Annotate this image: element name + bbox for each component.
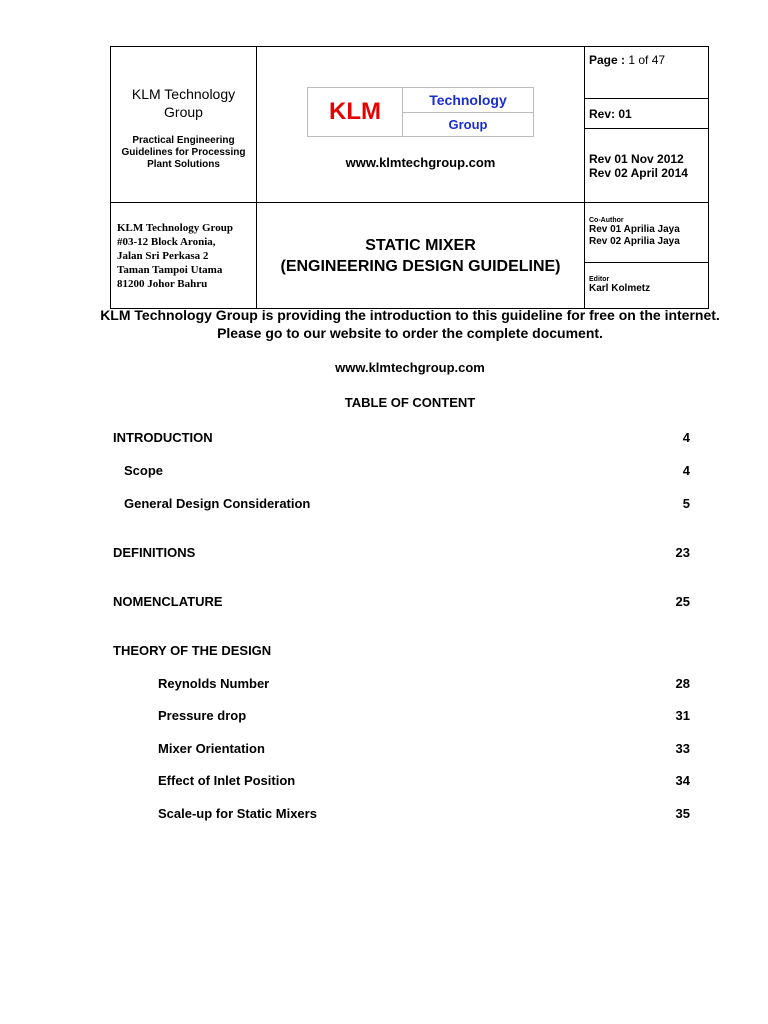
- toc-page-introduction: 4: [682, 430, 690, 445]
- toc-entry-pressure-drop: Pressure drop: [158, 708, 247, 723]
- coauthor-2: Rev 02 Aprilia Jaya: [589, 236, 680, 247]
- toc-entry-reynolds: Reynolds Number: [158, 676, 270, 691]
- coauthor-1: Rev 01 Aprilia Jaya: [589, 224, 680, 235]
- toc-entry-definitions: DEFINITIONS: [113, 545, 196, 560]
- document-header-table: [110, 46, 709, 309]
- toc-entry-mixer-orientation: Mixer Orientation: [158, 741, 265, 756]
- page-value: 1 of 47: [628, 53, 666, 67]
- toc-entry-inlet-position: Effect of Inlet Position: [158, 773, 296, 788]
- toc-title: TABLE OF CONTENT: [344, 395, 476, 410]
- editor-cell: [585, 263, 709, 309]
- rev-history-2: Rev 02 April 2014: [589, 165, 688, 180]
- logo-group-text: Group: [448, 116, 488, 132]
- rev-history-cell: [585, 129, 709, 203]
- address-line-2: #03-12 Block Aronia,: [117, 235, 216, 248]
- coauthor-label: Co-Author: [589, 217, 624, 224]
- toc-page-definitions: 23: [675, 545, 690, 560]
- website-link[interactable]: www.klmtechgroup.com: [335, 360, 485, 375]
- toc-page-pressure-drop: 31: [675, 708, 690, 723]
- intro-paragraph: KLM Technology Group is providing the introduction to this guideline for free on the internet. Please go to our website to order the complete document.: [100, 307, 720, 341]
- toc-entry-nomenclature: NOMENCLATURE: [113, 594, 223, 609]
- toc-entry-scale-up: Scale-up for Static Mixers: [158, 806, 317, 821]
- doc-title-line-2: (ENGINEERING DESIGN GUIDELINE): [280, 257, 561, 275]
- toc-page-mixer-orientation: 33: [675, 741, 690, 756]
- rev-label: Rev: 01: [589, 106, 632, 121]
- toc-entry-introduction: INTRODUCTION: [113, 430, 213, 445]
- title-cell: [257, 203, 585, 309]
- doc-title-line-1: STATIC MIXER: [365, 236, 476, 254]
- page-number-cell: [585, 47, 709, 99]
- company-cell: [111, 47, 257, 203]
- toc-entry-scope: Scope: [124, 463, 164, 478]
- toc-page-scale-up: 35: [675, 806, 690, 821]
- page-label: Page :: [589, 53, 626, 67]
- logo-klm-text: KLM: [308, 88, 403, 136]
- company-name: KLM Technology Group: [131, 85, 236, 120]
- klm-logo: [307, 87, 534, 137]
- company-tagline: Practical Engineering Guidelines for Processing Plant Solutions: [121, 134, 246, 170]
- toc-entry-general-design: General Design Consideration: [124, 496, 311, 511]
- address-line-4: Taman Tampoi Utama: [117, 263, 223, 276]
- toc-page-general-design: 5: [682, 496, 690, 511]
- address-line-1: KLM Technology Group: [117, 221, 233, 234]
- logo-technology-text: Technology: [403, 88, 533, 113]
- address-line-3: Jalan Sri Perkasa 2: [117, 249, 209, 262]
- toc-page-scope: 4: [682, 463, 690, 478]
- toc-page-nomenclature: 25: [675, 594, 690, 609]
- logo-cell: [257, 47, 585, 203]
- rev-cell: [585, 99, 709, 129]
- header-website: www.klmtechgroup.com: [345, 155, 496, 170]
- toc-entry-theory: THEORY OF THE DESIGN: [113, 643, 272, 658]
- rev-history-1: Rev 01 Nov 2012: [589, 151, 684, 166]
- toc-page-reynolds: 28: [675, 676, 690, 691]
- editor-name: Karl Kolmetz: [589, 283, 651, 294]
- address-cell: [111, 203, 257, 309]
- coauthor-cell: [585, 203, 709, 263]
- toc-page-inlet-position: 34: [675, 773, 690, 788]
- editor-label: Editor: [589, 276, 610, 283]
- address-line-5: 81200 Johor Bahru: [117, 277, 208, 290]
